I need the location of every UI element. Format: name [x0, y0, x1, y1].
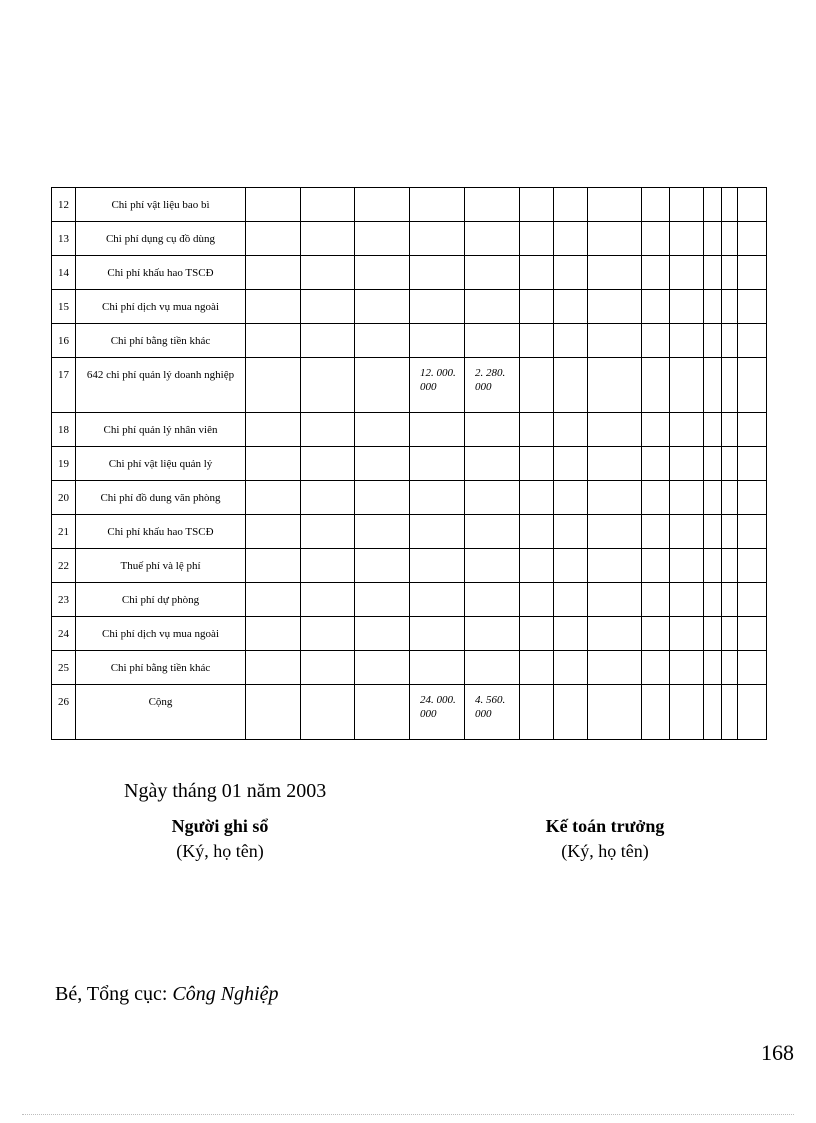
empty-cell — [704, 290, 722, 324]
empty-cell — [301, 290, 355, 324]
row-number: 17 — [52, 358, 76, 413]
empty-cell — [520, 583, 554, 617]
chief-accountant-role: Kế toán trưởng — [545, 816, 665, 836]
empty-cell — [704, 447, 722, 481]
empty-cell — [588, 188, 642, 222]
row-number: 26 — [52, 685, 76, 740]
row-description: Chi phí khấu hao TSCĐ — [76, 256, 246, 290]
empty-cell — [588, 413, 642, 447]
empty-cell — [704, 188, 722, 222]
empty-cell — [738, 651, 767, 685]
empty-cell — [642, 549, 670, 583]
empty-cell — [704, 481, 722, 515]
empty-cell — [704, 324, 722, 358]
empty-cell — [738, 685, 767, 740]
row-description: Chi phí dự phòng — [76, 583, 246, 617]
table-row — [52, 583, 767, 617]
empty-cell — [588, 222, 642, 256]
empty-cell — [246, 685, 301, 740]
empty-cell — [246, 549, 301, 583]
empty-cell — [722, 549, 738, 583]
table-row — [52, 651, 767, 685]
empty-cell — [704, 222, 722, 256]
amount-cell-b — [465, 413, 520, 447]
footer-org: Công Nghiệp — [172, 983, 279, 1005]
empty-cell — [246, 651, 301, 685]
empty-cell — [670, 188, 704, 222]
empty-cell — [301, 358, 355, 413]
row-description: Chi phí vật liệu quản lý — [76, 447, 246, 481]
empty-cell — [588, 583, 642, 617]
table-row — [52, 256, 767, 290]
amount-cell-b — [465, 188, 520, 222]
empty-cell — [588, 651, 642, 685]
empty-cell — [301, 651, 355, 685]
row-number: 18 — [52, 413, 76, 447]
empty-cell — [670, 358, 704, 413]
empty-cell — [588, 515, 642, 549]
chief-accountant-sign-hint: (Ký, họ tên) — [561, 841, 649, 861]
empty-cell — [642, 685, 670, 740]
row-number: 13 — [52, 222, 76, 256]
empty-cell — [670, 324, 704, 358]
empty-cell — [301, 515, 355, 549]
empty-cell — [738, 222, 767, 256]
empty-cell — [642, 324, 670, 358]
empty-cell — [642, 617, 670, 651]
table-row — [52, 188, 767, 222]
empty-cell — [738, 413, 767, 447]
row-description: Chi phí bằng tiền khác — [76, 651, 246, 685]
empty-cell — [246, 290, 301, 324]
row-number: 19 — [52, 447, 76, 481]
empty-cell — [704, 413, 722, 447]
empty-cell — [670, 515, 704, 549]
empty-cell — [355, 447, 410, 481]
empty-cell — [588, 685, 642, 740]
empty-cell — [355, 222, 410, 256]
empty-cell — [670, 481, 704, 515]
empty-cell — [246, 583, 301, 617]
empty-cell — [355, 617, 410, 651]
empty-cell — [588, 447, 642, 481]
empty-cell — [722, 617, 738, 651]
table-row — [52, 447, 767, 481]
table-row — [52, 685, 767, 740]
empty-cell — [704, 617, 722, 651]
amount-cell-a — [410, 256, 465, 290]
empty-cell — [704, 651, 722, 685]
amount-cell-b: 4. 560. 000 — [465, 685, 520, 740]
row-number: 15 — [52, 290, 76, 324]
empty-cell — [670, 447, 704, 481]
amount-cell-b: 2. 280. 000 — [465, 358, 520, 413]
empty-cell — [554, 358, 588, 413]
row-number: 20 — [52, 481, 76, 515]
empty-cell — [301, 549, 355, 583]
empty-cell — [246, 447, 301, 481]
empty-cell — [554, 651, 588, 685]
empty-cell — [738, 447, 767, 481]
amount-cell-a — [410, 549, 465, 583]
empty-cell — [246, 188, 301, 222]
empty-cell — [642, 188, 670, 222]
empty-cell — [738, 324, 767, 358]
empty-cell — [355, 324, 410, 358]
empty-cell — [554, 256, 588, 290]
empty-cell — [738, 481, 767, 515]
empty-cell — [246, 324, 301, 358]
empty-cell — [355, 413, 410, 447]
table-row — [52, 290, 767, 324]
empty-cell — [301, 481, 355, 515]
recorder-signature-block — [150, 816, 290, 862]
empty-cell — [301, 617, 355, 651]
empty-cell — [670, 651, 704, 685]
empty-cell — [588, 549, 642, 583]
table-row — [52, 515, 767, 549]
footer-note — [55, 983, 279, 1006]
empty-cell — [246, 358, 301, 413]
empty-cell — [301, 583, 355, 617]
empty-cell — [722, 583, 738, 617]
empty-cell — [642, 290, 670, 324]
empty-cell — [722, 515, 738, 549]
row-description: 642 chi phí quản lý doanh nghiệp — [76, 358, 246, 413]
row-description: Chi phí vật liệu bao bì — [76, 188, 246, 222]
empty-cell — [704, 515, 722, 549]
empty-cell — [738, 549, 767, 583]
empty-cell — [520, 515, 554, 549]
empty-cell — [738, 515, 767, 549]
empty-cell — [355, 290, 410, 324]
empty-cell — [722, 447, 738, 481]
row-number: 21 — [52, 515, 76, 549]
empty-cell — [642, 222, 670, 256]
empty-cell — [355, 481, 410, 515]
table-row — [52, 222, 767, 256]
expense-ledger-table — [51, 187, 767, 740]
amount-cell-b — [465, 549, 520, 583]
empty-cell — [554, 188, 588, 222]
amount-cell-a — [410, 447, 465, 481]
empty-cell — [704, 549, 722, 583]
row-number: 25 — [52, 651, 76, 685]
empty-cell — [588, 358, 642, 413]
empty-cell — [520, 256, 554, 290]
empty-cell — [722, 651, 738, 685]
empty-cell — [554, 583, 588, 617]
empty-cell — [301, 188, 355, 222]
empty-cell — [520, 413, 554, 447]
row-description: Chi phí dịch vụ mua ngoài — [76, 617, 246, 651]
empty-cell — [355, 515, 410, 549]
amount-cell-a — [410, 324, 465, 358]
table-row — [52, 413, 767, 447]
empty-cell — [670, 256, 704, 290]
empty-cell — [670, 222, 704, 256]
empty-cell — [670, 685, 704, 740]
empty-cell — [704, 358, 722, 413]
empty-cell — [301, 222, 355, 256]
empty-cell — [520, 358, 554, 413]
empty-cell — [554, 549, 588, 583]
date-line: Ngày tháng 01 năm 2003 — [124, 780, 327, 802]
empty-cell — [355, 583, 410, 617]
empty-cell — [642, 447, 670, 481]
row-description: Chi phí quản lý nhân viên — [76, 413, 246, 447]
empty-cell — [588, 617, 642, 651]
amount-cell-b — [465, 222, 520, 256]
empty-cell — [704, 583, 722, 617]
amount-cell-a: 24. 000. 000 — [410, 685, 465, 740]
empty-cell — [704, 256, 722, 290]
row-description: Chi phí khấu hao TSCĐ — [76, 515, 246, 549]
amount-cell-a — [410, 290, 465, 324]
empty-cell — [670, 290, 704, 324]
empty-cell — [588, 256, 642, 290]
empty-cell — [588, 481, 642, 515]
empty-cell — [722, 413, 738, 447]
empty-cell — [554, 290, 588, 324]
row-description: Chi phí đồ dung văn phòng — [76, 481, 246, 515]
row-number: 14 — [52, 256, 76, 290]
amount-cell-a — [410, 222, 465, 256]
empty-cell — [246, 222, 301, 256]
table-row — [52, 549, 767, 583]
amount-cell-a — [410, 413, 465, 447]
empty-cell — [642, 358, 670, 413]
row-description: Cộng — [76, 685, 246, 740]
empty-cell — [722, 222, 738, 256]
empty-cell — [554, 617, 588, 651]
table-row — [52, 481, 767, 515]
empty-cell — [520, 549, 554, 583]
empty-cell — [738, 290, 767, 324]
amount-cell-a — [410, 617, 465, 651]
empty-cell — [722, 188, 738, 222]
row-description: Chi phí bằng tiền khác — [76, 324, 246, 358]
empty-cell — [301, 324, 355, 358]
table-row — [52, 324, 767, 358]
amount-cell-b — [465, 256, 520, 290]
row-description: Chi phí dụng cụ đồ dùng — [76, 222, 246, 256]
empty-cell — [355, 256, 410, 290]
empty-cell — [520, 651, 554, 685]
empty-cell — [246, 256, 301, 290]
empty-cell — [588, 290, 642, 324]
page-bottom-rule — [22, 1114, 794, 1115]
empty-cell — [520, 617, 554, 651]
row-number: 23 — [52, 583, 76, 617]
empty-cell — [301, 685, 355, 740]
empty-cell — [670, 617, 704, 651]
amount-cell-b — [465, 583, 520, 617]
empty-cell — [588, 324, 642, 358]
empty-cell — [722, 290, 738, 324]
empty-cell — [554, 685, 588, 740]
empty-cell — [246, 617, 301, 651]
empty-cell — [554, 515, 588, 549]
empty-cell — [722, 256, 738, 290]
empty-cell — [642, 256, 670, 290]
empty-cell — [246, 515, 301, 549]
amount-cell-a — [410, 481, 465, 515]
chief-accountant-signature-block — [530, 816, 680, 862]
empty-cell — [520, 188, 554, 222]
empty-cell — [554, 481, 588, 515]
amount-cell-a: 12. 000. 000 — [410, 358, 465, 413]
amount-cell-a — [410, 583, 465, 617]
row-description: Thuế phí và lệ phí — [76, 549, 246, 583]
empty-cell — [355, 358, 410, 413]
amount-cell-a — [410, 515, 465, 549]
amount-cell-b — [465, 290, 520, 324]
amount-cell-b — [465, 651, 520, 685]
empty-cell — [722, 481, 738, 515]
empty-cell — [355, 685, 410, 740]
empty-cell — [738, 358, 767, 413]
row-description: Chi phí dịch vụ mua ngoài — [76, 290, 246, 324]
empty-cell — [520, 324, 554, 358]
table-row — [52, 358, 767, 413]
empty-cell — [246, 481, 301, 515]
empty-cell — [520, 290, 554, 324]
empty-cell — [738, 256, 767, 290]
empty-cell — [355, 549, 410, 583]
empty-cell — [301, 413, 355, 447]
empty-cell — [301, 447, 355, 481]
empty-cell — [722, 685, 738, 740]
row-number: 16 — [52, 324, 76, 358]
row-number: 24 — [52, 617, 76, 651]
empty-cell — [355, 651, 410, 685]
empty-cell — [301, 256, 355, 290]
recorder-role: Người ghi sổ — [171, 816, 269, 836]
amount-cell-b — [465, 617, 520, 651]
empty-cell — [554, 222, 588, 256]
amount-cell-b — [465, 515, 520, 549]
empty-cell — [670, 583, 704, 617]
row-number: 22 — [52, 549, 76, 583]
empty-cell — [520, 222, 554, 256]
empty-cell — [642, 481, 670, 515]
amount-cell-a — [410, 188, 465, 222]
recorder-sign-hint: (Ký, họ tên) — [176, 841, 264, 861]
empty-cell — [738, 617, 767, 651]
empty-cell — [722, 324, 738, 358]
amount-cell-b — [465, 447, 520, 481]
empty-cell — [642, 515, 670, 549]
empty-cell — [738, 188, 767, 222]
empty-cell — [554, 324, 588, 358]
empty-cell — [642, 413, 670, 447]
empty-cell — [738, 583, 767, 617]
empty-cell — [246, 413, 301, 447]
page-number: 168 — [761, 1040, 794, 1065]
empty-cell — [355, 188, 410, 222]
empty-cell — [670, 413, 704, 447]
empty-cell — [642, 583, 670, 617]
empty-cell — [554, 447, 588, 481]
empty-cell — [520, 481, 554, 515]
empty-cell — [520, 685, 554, 740]
amount-cell-b — [465, 481, 520, 515]
empty-cell — [722, 358, 738, 413]
empty-cell — [704, 685, 722, 740]
empty-cell — [520, 447, 554, 481]
amount-cell-b — [465, 324, 520, 358]
footer-prefix: Bé, Tổng cục: — [55, 983, 173, 1005]
table-row — [52, 617, 767, 651]
row-number: 12 — [52, 188, 76, 222]
empty-cell — [554, 413, 588, 447]
amount-cell-a — [410, 651, 465, 685]
empty-cell — [642, 651, 670, 685]
empty-cell — [670, 549, 704, 583]
